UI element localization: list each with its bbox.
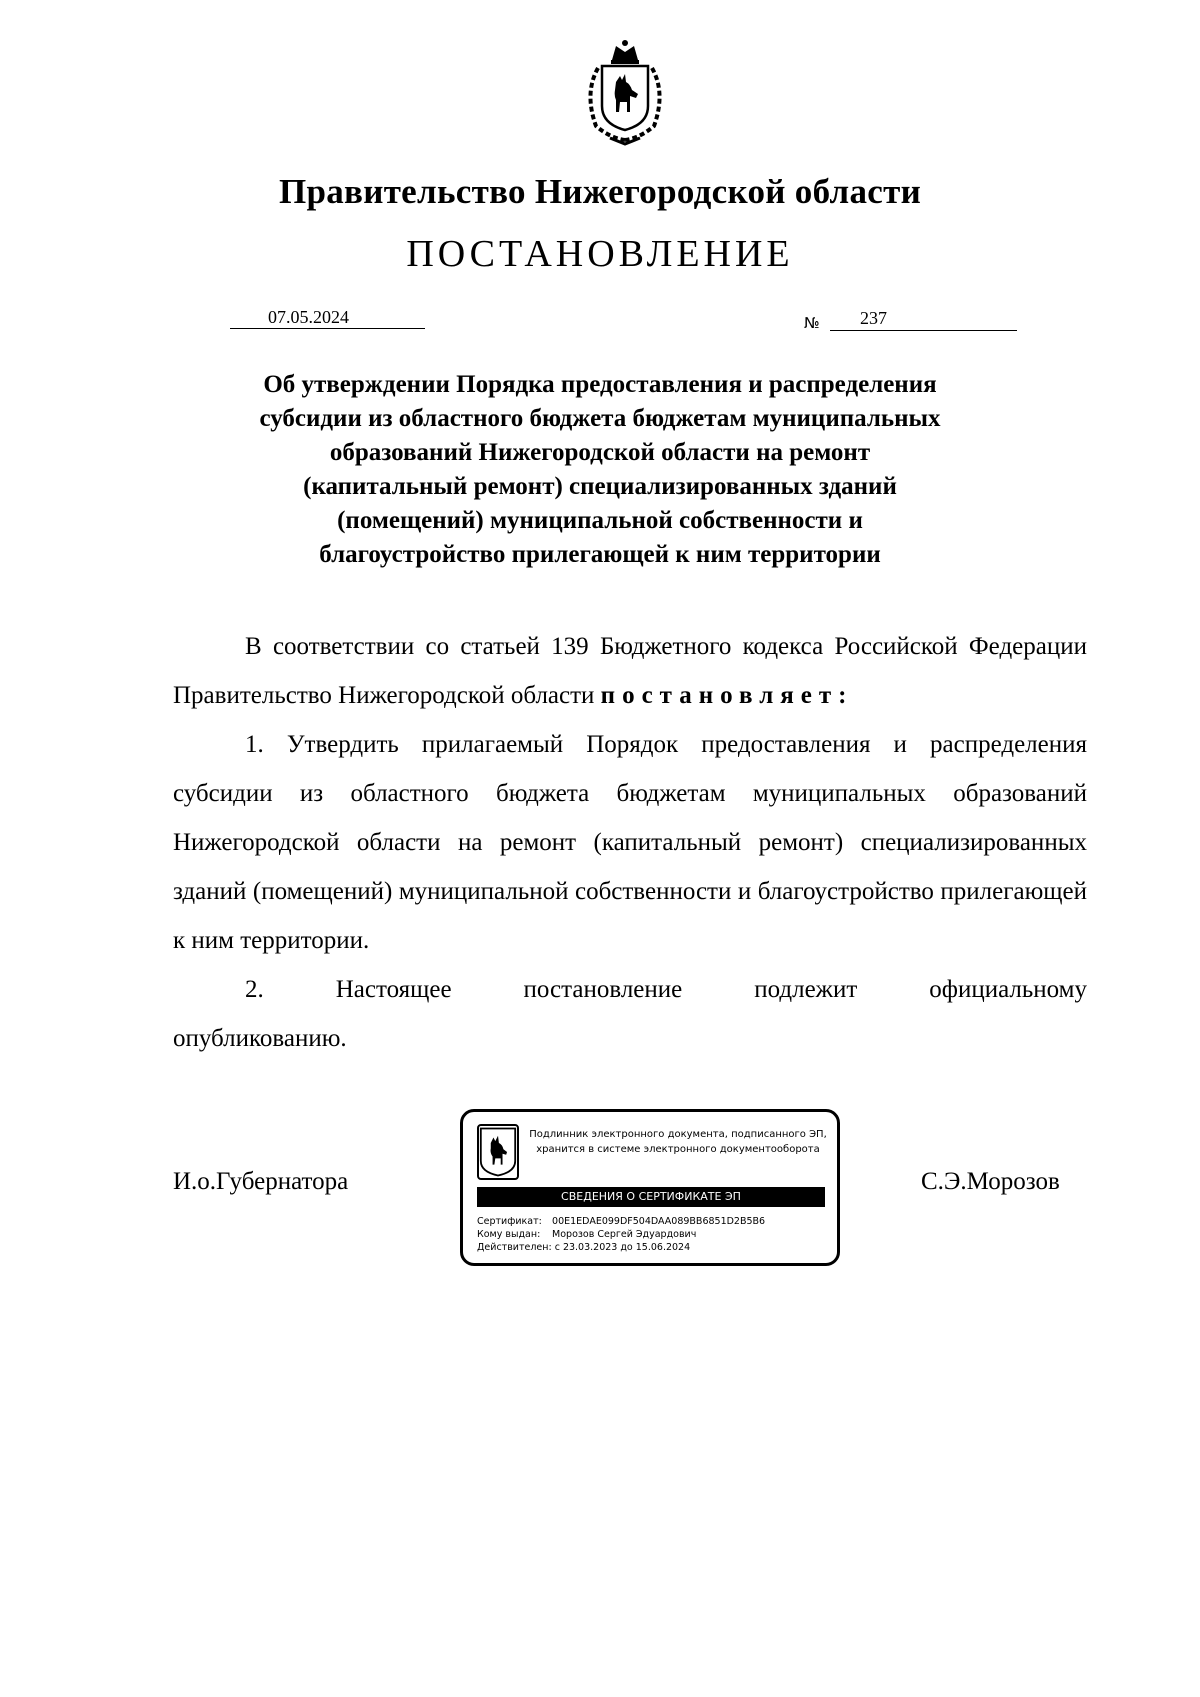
issued-row: [477, 1228, 765, 1241]
electronic-signature-stamp: [460, 1109, 840, 1266]
subject-line: субсидии из областного бюджета бюджетам муниципальных: [259, 405, 941, 432]
stamp-note: [523, 1127, 833, 1157]
decree-word: постановляет:: [600, 682, 854, 709]
certificate-row: [477, 1215, 765, 1228]
intro-paragraph: [173, 622, 1087, 720]
deer-emblem-icon: [477, 1124, 519, 1180]
document-subject: [200, 368, 1000, 572]
item-2-paragraph: 2. Настоящее постановление подлежит официальному: [245, 976, 1087, 1003]
item-2-continuation: опубликованию.: [173, 1025, 347, 1052]
subject-line: (капитальный ремонт) специализированных зданий: [303, 473, 897, 500]
validity-row: Действителен: с 23.03.2023 до 15.06.2024: [477, 1242, 691, 1253]
stamp-note-line: Подлинник электронного документа, подписанного ЭП,: [529, 1129, 827, 1140]
document-body: [173, 622, 1087, 1063]
stamp-note-line: хранится в системе электронного документооборота: [536, 1144, 820, 1155]
signatory-position: И.о.Губернатора: [173, 1168, 349, 1195]
subject-line: благоустройство прилегающей к ним территории: [319, 541, 881, 568]
issued-value: Морозов Сергей Эдуардович: [552, 1229, 697, 1240]
coat-of-arms-icon: [570, 38, 680, 148]
subject-line: Об утверждении Порядка предоставления и распределения: [263, 371, 937, 398]
certificate-label: Сертификат:: [477, 1216, 542, 1227]
document-type: ПОСТАНОВЛЕНИЕ: [406, 233, 794, 275]
number-sign: №: [804, 314, 820, 332]
document-date: 07.05.2024: [268, 307, 349, 327]
item-1-paragraph: 1. Утвердить прилагаемый Порядок предоставления и распределения субсидии из областного бюджета бюджетам муниципальных образований Нижегородской области на ремонт (капитальный ремонт) специализированных зданий (помещений) муниципальной собственности и благоустройство прилегающей к ним территории.: [173, 731, 1087, 954]
organization-title: Правительство Нижегородской области: [278, 172, 922, 211]
intro-text: В соответствии со статьей 139 Бюджетного кодекса Российской Федерации Правительство Нижегородской области: [173, 633, 1087, 709]
number-underline: [830, 330, 1017, 331]
document-number: 237: [860, 308, 887, 328]
certificate-value: 00E1EDAE099DF504DAA089BB6851D2B5B6: [552, 1216, 766, 1227]
signatory-name: С.Э.Морозов: [921, 1168, 1060, 1195]
certificate-header-bar: СВЕДЕНИЯ О СЕРТИФИКАТЕ ЭП: [477, 1187, 825, 1207]
certificate-info: [477, 1215, 765, 1254]
subject-line: образований Нижегородской области на ремонт: [329, 439, 871, 466]
date-underline: [230, 328, 425, 329]
subject-line: (помещений) муниципальной собственности и: [337, 507, 863, 534]
issued-label: Кому выдан:: [477, 1229, 541, 1240]
